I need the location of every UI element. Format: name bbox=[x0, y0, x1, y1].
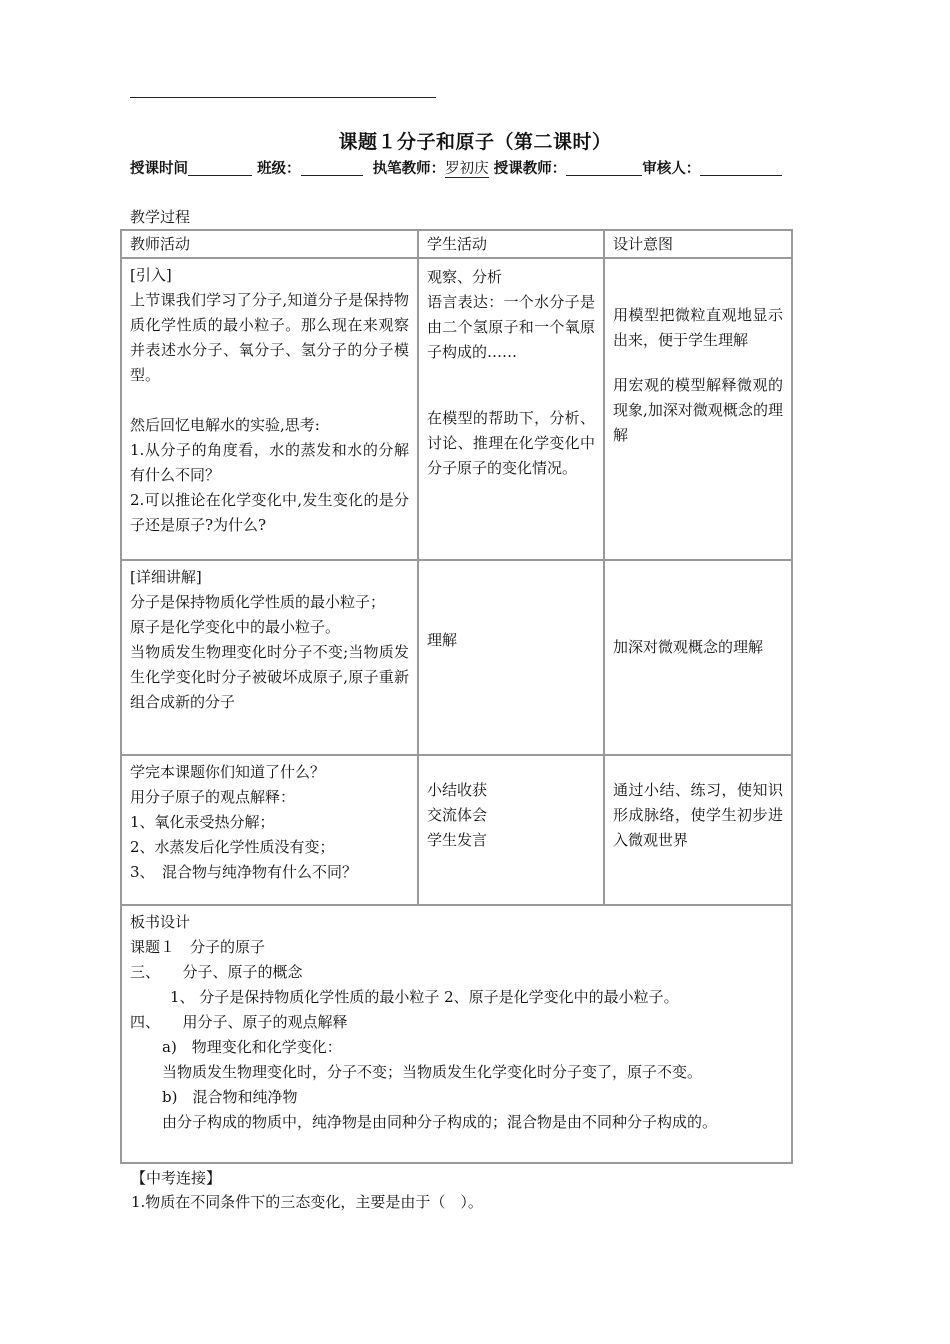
cell-text: 通过小结、练习，使知识形成脉络，使学生初步进入微观世界 bbox=[613, 781, 783, 849]
board-line: 1、 分子是保持物质化学性质的最小粒子 2、原子是化学变化中的最小粒子。 bbox=[170, 988, 679, 1006]
table-row bbox=[121, 755, 792, 905]
cell-text: 3、 混合物与纯净物有什么不同？ bbox=[130, 863, 358, 881]
cell-text: 1.从分子的角度看，水的蒸发和水的分解有什么不同？ bbox=[130, 441, 409, 484]
teacher-cell bbox=[121, 258, 418, 560]
cell-text: 2、水蒸发后化学性质没有变； bbox=[130, 838, 335, 856]
table-row bbox=[121, 560, 792, 755]
board-line: 三、 分子、原子的概念 bbox=[130, 963, 303, 981]
reviewer-blank[interactable] bbox=[700, 159, 782, 176]
teacher-label: 授课教师： bbox=[493, 161, 567, 177]
cell-text: 小结收获 bbox=[427, 781, 488, 799]
cell-text: 原子是化学变化中的最小粒子。 bbox=[130, 618, 341, 636]
cell-text: 1、氧化汞受热分解； bbox=[130, 813, 275, 831]
reviewer-label: 审核人： bbox=[642, 161, 701, 177]
cell-spacer bbox=[130, 388, 409, 413]
table-row bbox=[121, 258, 792, 560]
header-student: 学生活动 bbox=[418, 230, 604, 258]
class-blank[interactable] bbox=[301, 159, 363, 176]
page-title: 课题１分子和原子（第二课时） bbox=[338, 131, 612, 153]
time-blank[interactable] bbox=[188, 159, 252, 176]
student-cell bbox=[418, 258, 604, 560]
cell-text: 当物质发生物理变化时分子不变;当物质发生化学变化时分子被破坏成原子,原子重新组合成新的分子 bbox=[130, 643, 409, 711]
cell-text: 观察、分析 bbox=[427, 268, 503, 286]
cell-text: 用模型把微粒直观地显示出来，便于学生理解 bbox=[613, 306, 783, 349]
cell-text: 理解 bbox=[427, 631, 458, 649]
class-label: 班级： bbox=[257, 161, 301, 177]
writer-name: 罗初庆 bbox=[445, 161, 489, 177]
teacher-cell bbox=[121, 560, 418, 755]
student-cell bbox=[418, 755, 604, 905]
cell-text: [详细讲解] bbox=[130, 568, 202, 586]
cell-text: 交流体会 bbox=[427, 806, 488, 824]
board-label: 板书设计 bbox=[130, 913, 191, 931]
intent-cell bbox=[604, 258, 792, 560]
board-line: 当物质发生物理变化时，分子不变；当物质发生化学变化时分子变了，原子不变。 bbox=[162, 1063, 703, 1081]
header-teacher: 教师活动 bbox=[121, 230, 418, 258]
cell-text: [引入] bbox=[130, 266, 172, 284]
teacher-blank[interactable] bbox=[566, 159, 642, 176]
intent-cell bbox=[604, 560, 792, 755]
exam-heading: 【中考连接】 bbox=[131, 1169, 222, 1187]
exam-question: 1.物质在不同条件下的三态变化，主要是由于（ ）。 bbox=[131, 1193, 483, 1211]
cell-text: 用分子原子的观点解释： bbox=[130, 788, 296, 806]
board-line: 四、 用分子、原子的观点解释 bbox=[130, 1013, 348, 1031]
board-line: b) 混合物和纯净物 bbox=[162, 1088, 298, 1106]
cell-text: 学完本课题你们知道了什么？ bbox=[130, 763, 326, 781]
lesson-table bbox=[120, 229, 793, 1164]
table-header-row bbox=[121, 230, 792, 258]
board-line: 由分子构成的物质中，纯净物是由同种分子构成的；混合物是由不同种分子构成的。 bbox=[162, 1113, 718, 1131]
section-label: 教学过程 bbox=[130, 208, 191, 226]
intent-cell bbox=[604, 755, 792, 905]
lesson-meta bbox=[130, 157, 820, 178]
header-rule bbox=[130, 97, 436, 98]
cell-text: 分子是保持物质化学性质的最小粒子； bbox=[130, 593, 386, 611]
exam-connection bbox=[131, 1166, 483, 1214]
teacher-cell bbox=[121, 755, 418, 905]
writer-label: 执笔教师： bbox=[372, 161, 446, 177]
board-design-row bbox=[121, 905, 792, 1163]
header-intent: 设计意图 bbox=[604, 230, 792, 258]
student-cell bbox=[418, 560, 604, 755]
cell-text: 2.可以推论在化学变化中,发生变化的是分子还是原子?为什么? bbox=[130, 491, 409, 534]
cell-text: 学生发言 bbox=[427, 831, 488, 849]
cell-text: 上节课我们学习了分子,知道分子是保持物质化学性质的最小粒子。那么现在来观察并表述水分子、氧分子、氢分子的分子模型。 bbox=[130, 291, 409, 384]
board-line: 课题１ 分子的原子 bbox=[130, 938, 266, 956]
cell-text: 加深对微观概念的理解 bbox=[613, 638, 764, 656]
board-line: a) 物理变化和化学变化： bbox=[162, 1038, 342, 1056]
cell-text: 然后回忆电解水的实验,思考: bbox=[130, 416, 320, 434]
board-design-cell bbox=[121, 905, 792, 1163]
time-label: 授课时间 bbox=[130, 161, 188, 177]
cell-text: 语言表达：一个水分子是由二个氢原子和一个氧原子构成的…… bbox=[427, 293, 595, 361]
cell-text: 在模型的帮助下，分析、讨论、推理在化学变化中分子原子的变化情况。 bbox=[427, 409, 595, 477]
cell-text: 用宏观的模型解释微观的现象,加深对微观概念的理解 bbox=[613, 376, 783, 444]
